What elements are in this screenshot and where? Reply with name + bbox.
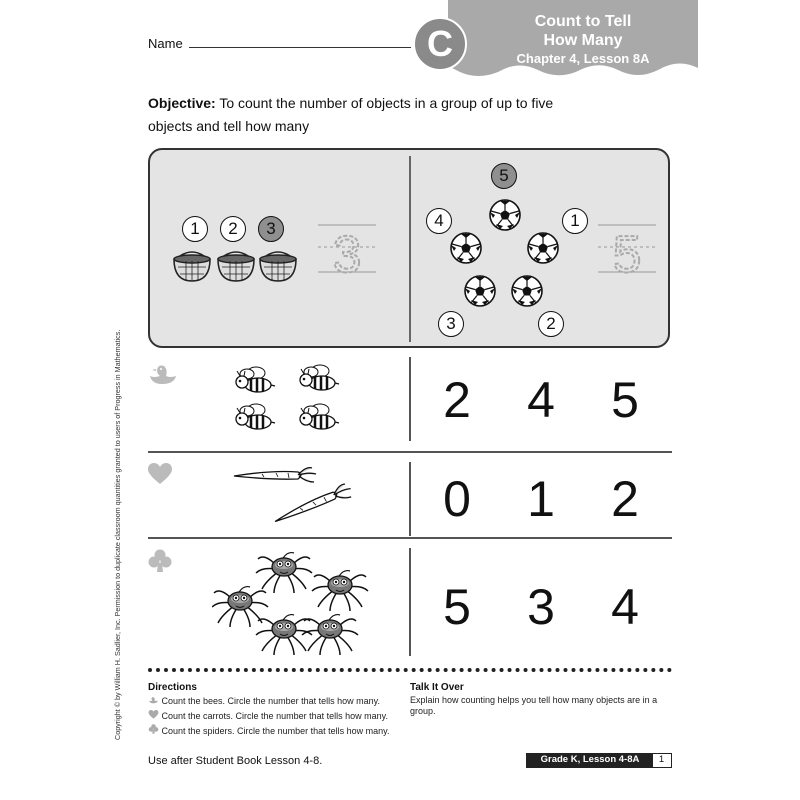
name-label: Name xyxy=(148,36,183,51)
direction-text: Count the spiders. Circle the number that tells how many. xyxy=(161,726,390,736)
footer-badge xyxy=(526,753,672,768)
answer-choice[interactable]: 3 xyxy=(527,579,555,635)
count-circle: 4 xyxy=(426,208,452,234)
grade-lesson-label: Grade K, Lesson 4-8A xyxy=(527,754,653,767)
direction-line xyxy=(148,696,380,706)
soccer-ball-icon xyxy=(490,200,520,230)
spider-icon xyxy=(212,587,268,627)
spider-icon xyxy=(256,553,312,593)
soccer-ball-icon xyxy=(512,276,542,306)
count-circle: 1 xyxy=(562,208,588,234)
answer-choice[interactable]: 2 xyxy=(443,372,471,428)
use-after-note: Use after Student Book Lesson 4-8. xyxy=(148,755,323,767)
count-circle: 3 xyxy=(438,311,464,337)
objective-label: Objective: xyxy=(148,95,216,111)
count-circle: 2 xyxy=(220,216,246,242)
letter-c: C xyxy=(427,23,453,64)
answer-choice[interactable]: 4 xyxy=(527,372,555,428)
problem-divider xyxy=(409,548,411,656)
carrots-group xyxy=(232,462,352,526)
problem-divider xyxy=(409,462,411,536)
direction-text: Count the bees. Circle the number that tells how many. xyxy=(161,696,380,706)
panel-divider xyxy=(409,156,411,342)
bee-icon xyxy=(300,404,339,429)
page-number: 1 xyxy=(658,754,665,765)
basket-icon xyxy=(260,252,296,281)
answer-choice[interactable]: 4 xyxy=(611,579,639,635)
talk-it-over-text: Explain how counting helps you tell how many objects are in a group. xyxy=(410,695,658,716)
heart-icon xyxy=(148,463,172,485)
spiders-group xyxy=(212,545,372,661)
soccer-ball-icon xyxy=(528,233,558,263)
basket-icon xyxy=(174,252,210,281)
trace-box-left xyxy=(318,222,376,276)
name-field[interactable] xyxy=(189,36,411,48)
problem-divider xyxy=(409,357,411,441)
answer-choice[interactable]: 5 xyxy=(611,372,639,428)
answer-choice[interactable]: 5 xyxy=(443,579,471,635)
soccer-ball-icon xyxy=(465,276,495,306)
answer-choice[interactable]: 1 xyxy=(527,471,555,527)
lesson-title-line1: Count to Tell xyxy=(534,13,632,30)
direction-line xyxy=(148,710,388,721)
name-row xyxy=(148,36,411,51)
carrot-icon xyxy=(271,483,352,522)
trace-box-right xyxy=(598,222,656,276)
duck-icon xyxy=(148,362,178,386)
lesson-title-line2: How Many xyxy=(543,32,623,49)
objective xyxy=(148,92,568,138)
title-block xyxy=(478,12,688,68)
traced-answer: 5 xyxy=(612,226,642,276)
baskets-group xyxy=(170,245,300,285)
count-circle: 1 xyxy=(182,216,208,242)
bees-group xyxy=(228,362,348,440)
bee-icon xyxy=(236,404,275,429)
lesson-subtitle: Chapter 4, Lesson 8A xyxy=(516,51,650,66)
answer-choice[interactable]: 2 xyxy=(611,471,639,527)
direction-line xyxy=(148,724,389,736)
basket-icon xyxy=(218,252,254,281)
soccer-balls-group xyxy=(440,190,570,315)
direction-text: Count the carrots. Circle the number that tells how many. xyxy=(161,711,388,721)
duck-icon xyxy=(148,696,159,704)
club-icon xyxy=(148,724,159,734)
dotted-separator xyxy=(148,668,672,672)
directions-title: Directions xyxy=(148,682,197,693)
answer-choice[interactable]: 0 xyxy=(443,471,471,527)
club-icon xyxy=(148,549,172,573)
bee-icon xyxy=(300,365,339,390)
spider-icon xyxy=(312,571,368,611)
row-separator xyxy=(148,451,672,453)
count-circle-last: 3 xyxy=(258,216,284,242)
row-separator xyxy=(148,537,672,539)
copyright-notice: Copyright © by William H. Sadlier, Inc. Permission to duplicate classroom quantities granted to users of Progress in Mathematics. xyxy=(113,329,122,740)
talk-it-over-title: Talk It Over xyxy=(410,682,464,693)
count-circle: 2 xyxy=(538,311,564,337)
soccer-ball-icon xyxy=(451,233,481,263)
carrot-icon xyxy=(234,468,316,482)
heart-icon xyxy=(148,710,159,719)
objective-text: To count the number of objects in a group of up to five objects and tell how many xyxy=(148,95,554,134)
count-circle: 5 xyxy=(491,163,517,189)
bee-icon xyxy=(236,367,275,392)
spider-icon xyxy=(302,615,358,655)
traced-answer: 3 xyxy=(332,226,362,276)
letter-c-badge xyxy=(412,16,468,72)
spider-icon xyxy=(256,615,312,655)
